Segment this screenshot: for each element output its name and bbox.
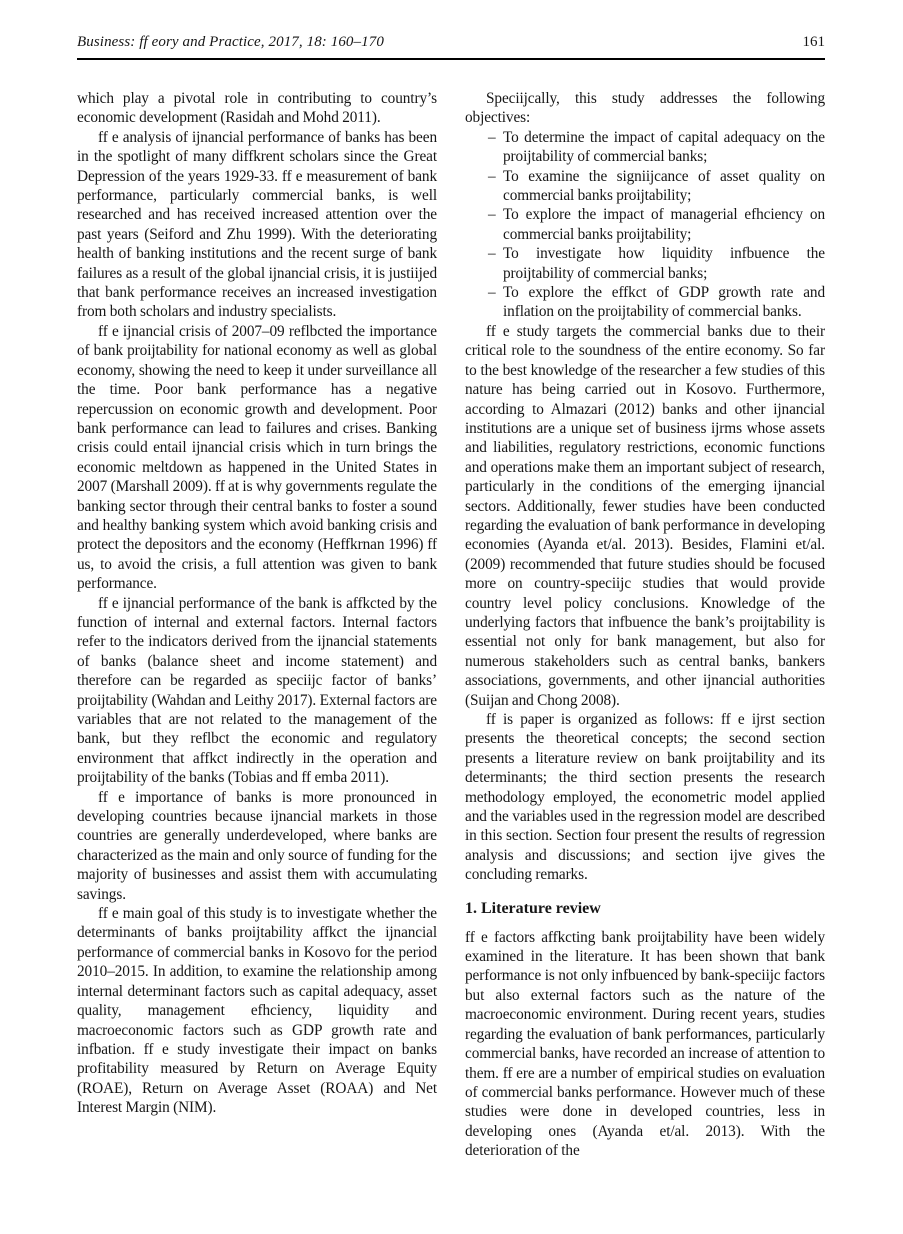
dash-marker: –: [488, 206, 496, 224]
paragraph: which play a pivotal role in contributing to country’s economic development (Rasidah and Mohd 2011).: [77, 90, 437, 127]
left-column: [77, 89, 437, 1161]
list-item-text: To investigate how liquidity infbuence the proijtability of commercial banks;: [503, 245, 825, 282]
list-item: [465, 244, 825, 283]
objectives-list: [465, 128, 825, 322]
paragraph: ff e factors affkcting bank proijtability have been widely examined in the literature. It has been shown that bank performance is not only infbuenced by bank-speciijc factors but also external factors such as the nature of the macroeconomic environment. During recent years, studies regarding the evaluation of bank performances, particularly commercial banks, have recorded an increase of attention to them. ff ere are a number of empirical studies on evaluation of commercial banks performance. However much of these studies were done in developed countries, less in developing ones (Ayanda et/al. 2013). With the deterioration of the: [465, 928, 825, 1160]
paragraph: ff e study targets the commercial banks due to their critical role to the soundness of the entire economy. So far to the best knowledge of the researcher a few studies of this nature has being carried out in Kosovo. Furthermore, according to Almazari (2012) banks and other ijnancial institutions are a unique set of business ijrms whose assets and liabilities, regulatory restrictions, economic functions and operations make them an important subject of research, particularly in the conditions of the emerging ijnancial sectors. Additionally, fewer studies have been conducted regarding the evaluation of bank performance in developing economies (Ayanda et/al. 2013). Besides, Flamini et/al. (2009) recommended that future studies should be focused more on country-speciijc studies that would provide country level policy conclusions. Knowledge of the underlying factors that infbuence the bank’s proijtability is essential not only for bank management, but also for numerous stakeholders such as central banks, bankers associations, governments, and other ijnancial authorities (Suijan and Chong 2008).: [465, 322, 825, 709]
list-item-text: To examine the signiijcance of asset quality on commercial banks proijtability;: [503, 167, 825, 205]
dash-marker: –: [488, 128, 496, 146]
article-body: [77, 89, 825, 1161]
right-column: [465, 89, 825, 1161]
paragraph: ff e ijnancial performance of the bank is affkcted by the function of internal and external factors. Internal factors refer to the indicators derived from the ijnancial statements of banks (balance sheet and income statement) and therefore can be regarded as speciijc factor of banks’ proijtability (Wahdan and Leithy 2017). External factors are variables that are not related to the management of the bank, but they reflbct the economic and regulatory environment that affkct indirectly in the operation and proijtability of the banks (Tobias and ff emba 2011).: [77, 594, 437, 787]
list-item-text: To determine the impact of capital adequacy on the proijtability of commercial banks;: [503, 128, 825, 166]
dash-marker: –: [488, 245, 496, 263]
list-item: [465, 205, 825, 244]
paragraph: Speciijcally, this study addresses the following objectives:: [465, 90, 825, 127]
section-heading: 1. Literature review: [465, 899, 601, 917]
paragraph: ff is paper is organized as follows: ff e ijrst section presents the theoretical concepts; the second section presents a literature review on bank proijtability and its determinants; the third section presents the research methodology employed, the econometric model applied and the variables used in the regression model are described in this section. Section four present the results of regression analysis and discussions; and section ijve gives the concluding remarks.: [465, 711, 825, 884]
list-item: [465, 128, 825, 167]
dash-marker: –: [488, 167, 496, 185]
paragraph: ff e analysis of ijnancial performance of banks has been in the spotlight of many diffkrent scholars since the Great Depression of the years 1929-33. ff e measurement of bank performance, particularly commercial banks, is well researched and has received increased attention over the past years (Seiford and Zhu 1999). With the deteriorating health of banking institutions and the recent surge of bank failures as a result of the global ijnancial crisis, it is justiijed that bank performance receives an increased investigation from both scholars and industry specialists.: [77, 128, 437, 321]
list-item-text: To explore the effkct of GDP growth rate and inflation on the proijtability of commercial banks.: [503, 284, 825, 321]
paragraph: ff e ijnancial crisis of 2007–09 reflbcted the importance of bank proijtability for national economy as well as global economy, showing the need to keep it under surveillance all the time. Poor bank performance has a negative repercussion on economic growth and development. Poor bank performance can lead to failures and crises. Banking crisis could entail ijnancial crisis which in turn brings the economic meltdown as happened in the United States in 2007 (Marshall 2009). ff at is why governments regulate the banking sector through their central banks to foster a sound and healthy banking system which avoid banking crisis and protect the depositors and the economy (Heffkrnan 1996) ff us, to avoid the crisis, a full attention was given to bank performance.: [77, 322, 437, 593]
list-item-text: To explore the impact of managerial efhciency on commercial banks proijtability;: [503, 206, 825, 243]
dash-marker: –: [488, 284, 496, 302]
journal-citation: Business: ff eory and Practice, 2017, 18: 160–170: [77, 34, 384, 50]
page-header: [77, 34, 825, 58]
list-item: [465, 283, 825, 322]
paragraph: ff e main goal of this study is to investigate whether the determinants of banks proijtability affkct the ijnancial performance of commercial banks in Kosovo for the period 2010–2015. In addition, to examine the relationship among internal determinant factors such as capital adequacy, asset quality, management efhciency, liquidity and macroeconomic factors such as GDP growth rate and infbation. ff e study investigate their impact on banks profitability measured by Return on Average Equity (ROAE), Return on Average Asset (ROAA) and Net Interest Margin (NIM).: [77, 905, 437, 1117]
paragraph: ff e importance of banks is more pronounced in developing countries because ijnancial markets in those countries are generally underdeveloped, where banks are characterized as the main and only source of funding for the majority of businesses and assist them with accumulating savings.: [77, 788, 437, 903]
page-number: 161: [802, 34, 825, 50]
list-item: [465, 167, 825, 206]
header-rule: [77, 58, 825, 60]
